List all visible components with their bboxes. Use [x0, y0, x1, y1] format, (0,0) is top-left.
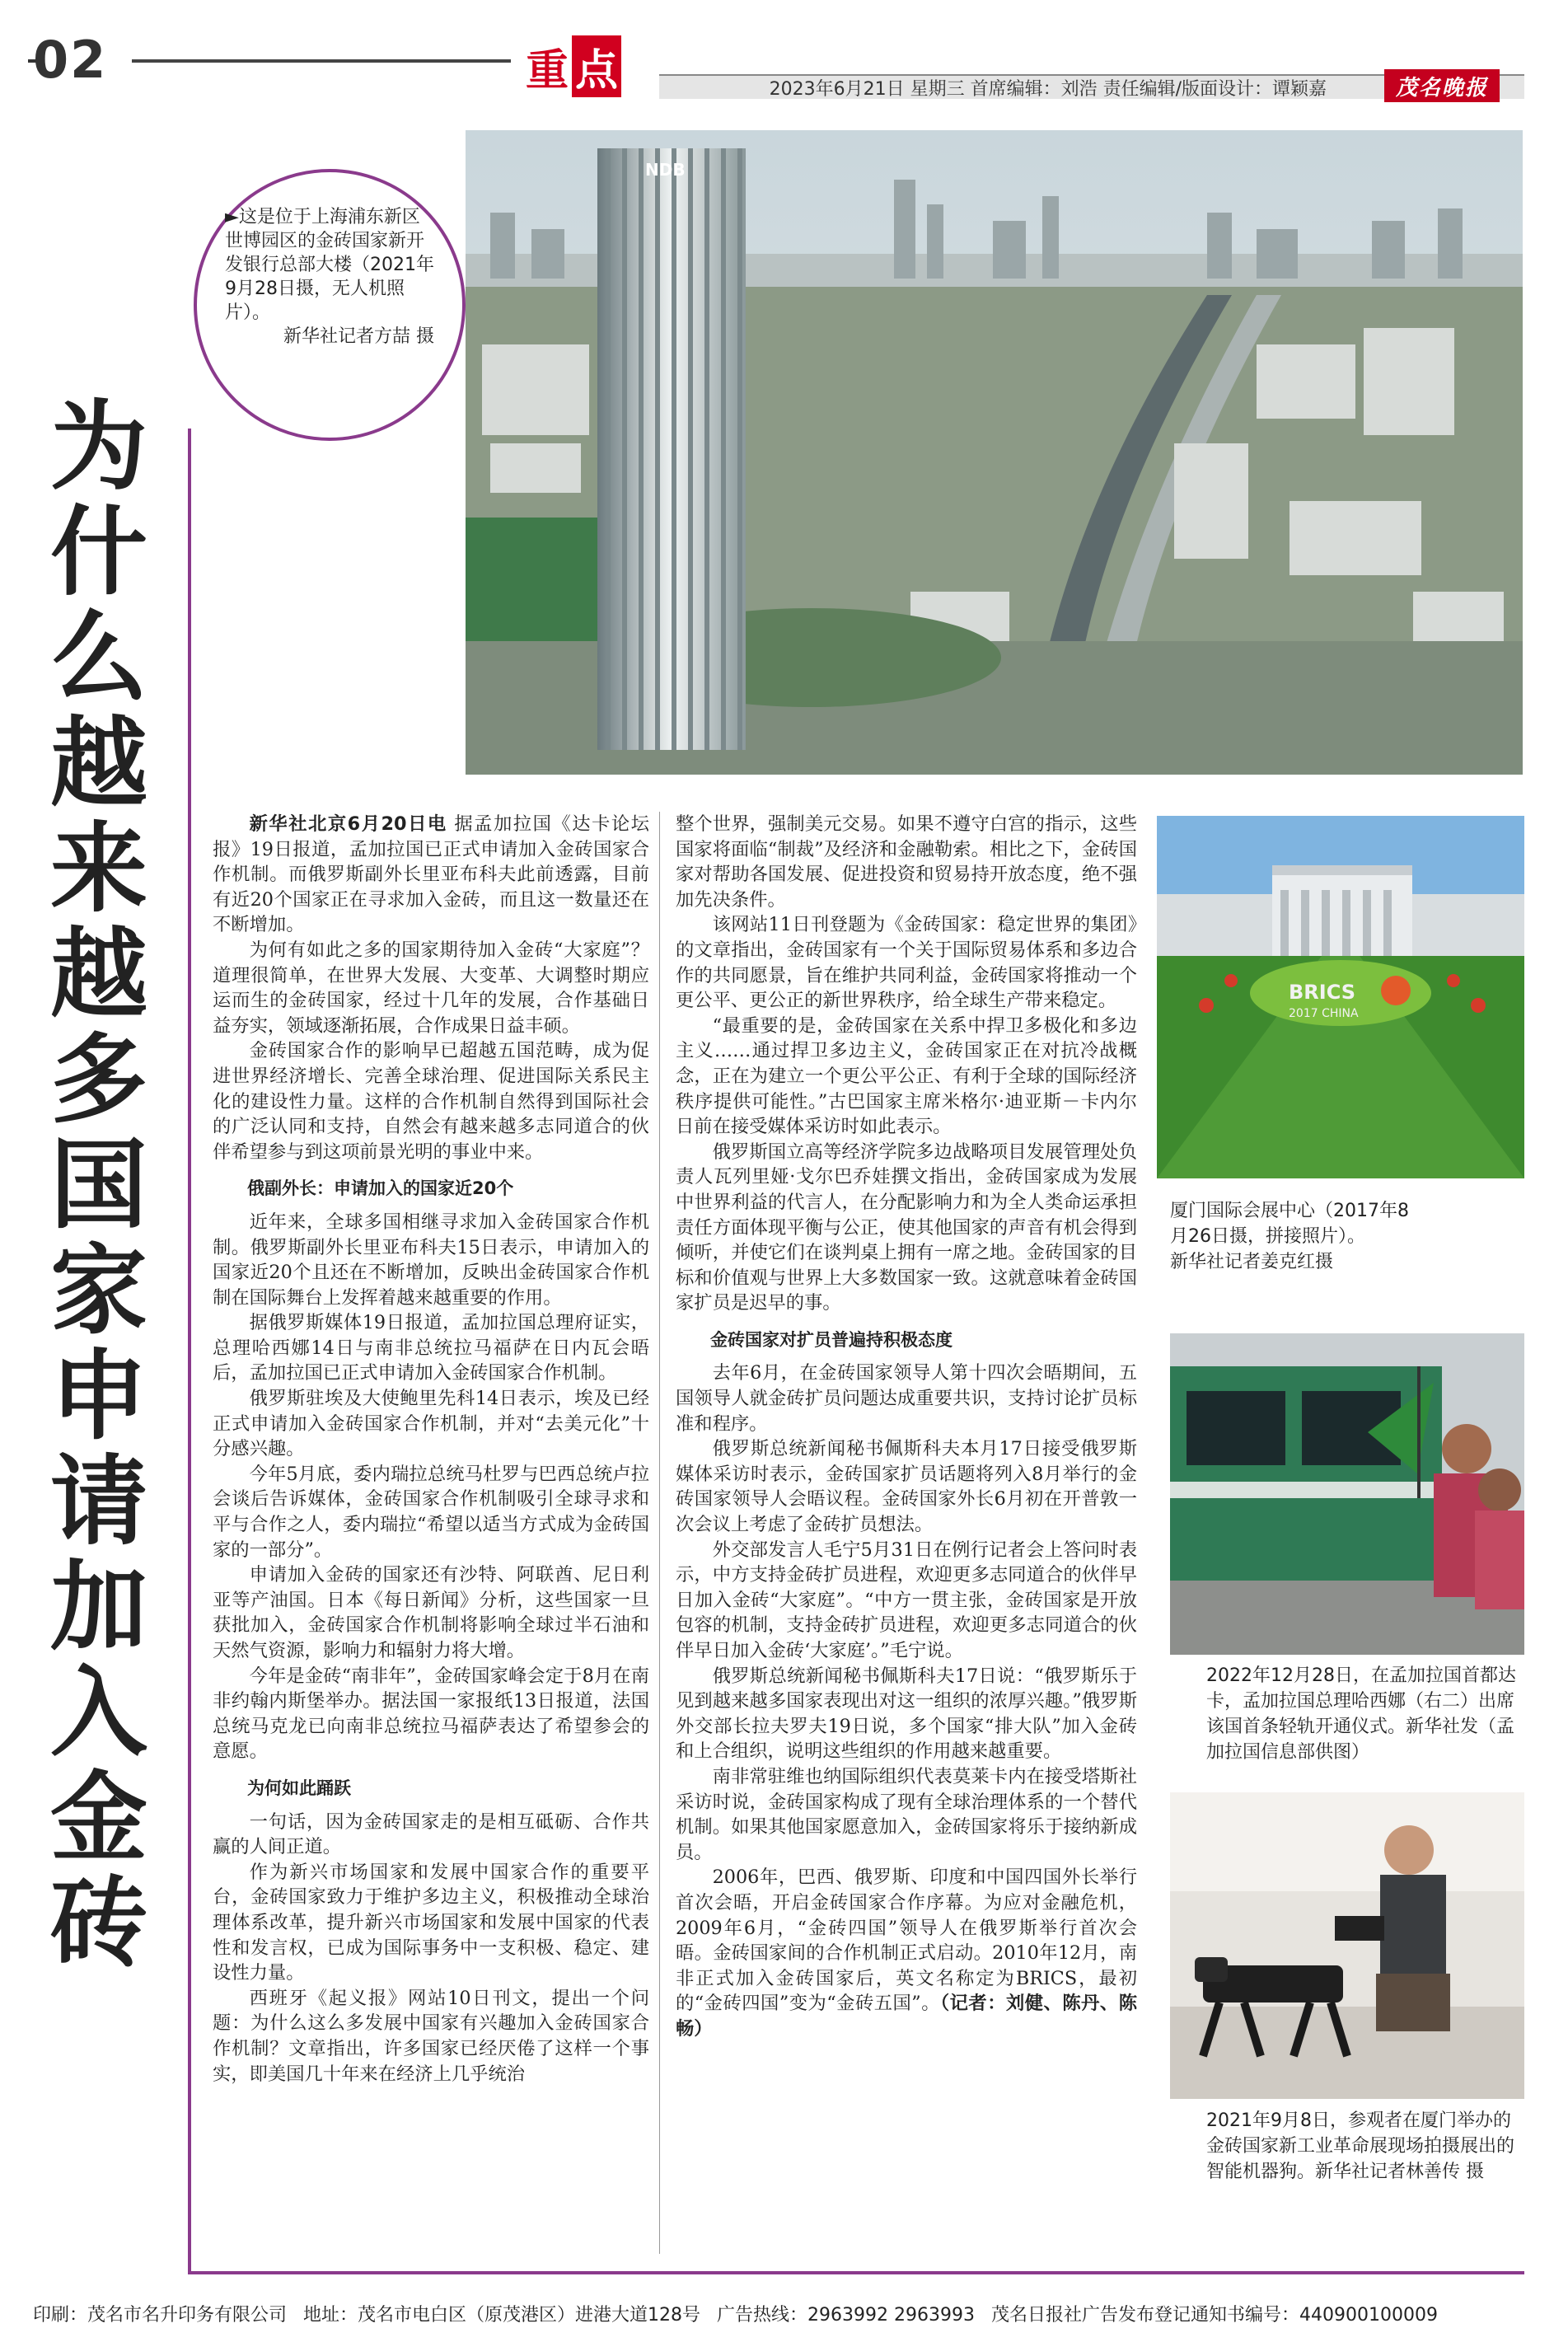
ndb-sign: NDB — [645, 160, 686, 180]
headline-char: 砖 — [49, 1867, 147, 1980]
headline-char: 申 — [49, 1339, 147, 1453]
headline-char: 家 — [49, 1234, 147, 1347]
caption-text: 厦门国际会展中心（2017年8月26日摄，拼接照片）。 — [1170, 1201, 1409, 1247]
frame-bottom-rule — [188, 2271, 1524, 2274]
headline-char: 国 — [49, 1128, 147, 1242]
article-paragraph: 南非常驻维也纳国际组织代表莫莱卡内在接受塔斯社采访时说，金砖国家构成了现有全球治理体系的一个替代机制。如果其他国家愿意加入，金砖国家将乐于接纳新成员。 — [676, 1765, 1137, 1863]
footer-printer: 印刷：茂名市名升印务有限公司 — [33, 2305, 288, 2326]
main-photo-illustration — [466, 130, 1523, 775]
article-paragraph: 西班牙《起义报》网站10日刊文，提出一个问题：为什么这么多发展中国家有兴趣加入金砖国家合作机制？文章指出，许多国家已经厌倦了这样一个事实，即美国几十年来在经济上几乎统治 — [213, 1987, 649, 2085]
article-paragraph — [676, 1865, 1137, 2041]
article-column-2 — [676, 812, 1137, 2042]
article-column-1 — [213, 812, 649, 2087]
brics-lawn-year: 2017 CHINA — [1289, 1007, 1359, 1020]
header-date-text: 2023年6月21日 星期三 首席编辑：刘浩 责任编辑/版面设计：谭颖嘉 — [769, 78, 1327, 100]
headline-char: 金 — [49, 1761, 147, 1875]
caption-credit: 新华社记者姜克红摄 — [1170, 1252, 1334, 1272]
main-caption-credit: 新华社记者方喆 摄 — [283, 326, 434, 347]
caption-dhaka — [1206, 1663, 1524, 1765]
caption-xiamen — [1170, 1198, 1417, 1275]
article-paragraph: 一句话，因为金砖国家走的是相互砥砺、合作共赢的人间正道。 — [213, 1810, 649, 1858]
caption-robot-dog — [1206, 2108, 1524, 2185]
dateline: 新华社北京6月20日电 — [249, 813, 447, 835]
section-tag-char1: 重 — [525, 45, 569, 96]
header-rule — [132, 59, 511, 63]
subheading: 为何如此踊跃 — [247, 1778, 351, 1798]
newspaper-logo: 茂名晚报 — [1384, 69, 1500, 102]
footer-license: 茂名日报社广告发布登记通知书编号：440900100009 — [990, 2305, 1438, 2326]
headline-char: 越 — [49, 706, 147, 820]
caption-text: 2022年12月28日，在孟加拉国首都达卡，孟加拉国总理哈西娜（右二）出席该国首条轻轨开通仪式。新华社发（孟加拉国信息部供图） — [1206, 1665, 1516, 1763]
article-paragraph: 据俄罗斯媒体19日报道，孟加拉国总理府证实，总理哈西娜14日与南非总统拉马福萨在日内瓦会晤后，孟加拉国已正式申请加入金砖国家合作机制。 — [213, 1312, 649, 1384]
article-paragraph: 俄罗斯驻埃及大使鲍里先科14日表示，埃及已经正式申请加入金砖国家合作机制，并对“去美元化”十分感兴趣。 — [213, 1388, 649, 1460]
article-paragraph: “最重要的是，金砖国家在关系中捍卫多极化和多边主义……通过捍卫多边主义，金砖国家正在对抗冷战概念，正在为建立一个更公平公正、有利于全球的国际经济秩序提供可能性。”古巴国家主席米格尔·迪亚斯－卡内尔日前在接受媒体采访时如此表示。 — [676, 1014, 1137, 1138]
article-paragraph: 作为新兴市场国家和发展中国家合作的重要平台，金砖国家致力于维护多边主义，积极推动全球治理体系改革，提升新兴市场国家和发展中国家的代表性和发言权，已成为国际事务中一支积极、稳定、建设性力量。 — [213, 1861, 649, 1984]
article-paragraph: 申请加入金砖的国家还有沙特、阿联酋、尼日利亚等产油国。日本《每日新闻》分析，这些国家一旦获批加入，金砖国家合作机制将影响全球过半石油和天然气资源，影响力和辐射力将大增。 — [213, 1564, 649, 1661]
headline — [41, 390, 157, 1980]
footer-hotline: 广告热线：2963992 2963993 — [717, 2305, 975, 2326]
main-caption-text: ►这是位于上海浦东新区世博园区的金砖国家新开发银行总部大楼（2021年9月28日摄，无人机照片）。 — [225, 207, 434, 323]
photo-robot-dog — [1170, 1792, 1524, 2099]
headline-char: 请 — [49, 1445, 147, 1558]
paragraph-text: 据孟加拉国《达卡论坛报》19日报道，孟加拉国已正式申请加入金砖国家合作机制。而俄罗斯副外长里亚布科夫此前透露，目前有近20个国家正在寻求加入金砖，而且这一数量还在不断增加。 — [213, 813, 649, 936]
article-paragraph: 俄罗斯总统新闻秘书佩斯科夫17日说：“俄罗斯乐于见到越来越多国家表现出对这一组织的浓厚兴趣。”俄罗斯外交部长拉夫罗夫19日说，多个国家“排大队”加入金砖和上合组织，说明这些组织的作用越来越重要。 — [676, 1665, 1137, 1763]
photo-robot-dog-illustration — [1170, 1792, 1524, 2099]
article-paragraph: 近年来，全球多国相继寻求加入金砖国家合作机制。俄罗斯副外长里亚布科夫15日表示，申请加入的国家近20个且还在不断增加，反映出金砖国家合作机制在国际舞台上发挥着越来越重要的作用。 — [213, 1211, 649, 1309]
article-paragraph: 该网站11日刊登题为《金砖国家：稳定世界的集团》的文章指出，金砖国家有一个关于国际贸易体系和多边合作的共同愿景，旨在维护共同利益，金砖国家将推动一个更公平、更公正的新世界秩序，给全球生产带来稳定。 — [676, 914, 1137, 1012]
headline-char: 入 — [49, 1656, 147, 1769]
photo-dhaka-illustration — [1170, 1333, 1524, 1655]
photo-xiamen-illustration — [1157, 816, 1524, 1178]
article-paragraph: 今年5月底，委内瑞拉总统马杜罗与巴西总统卢拉会谈后告诉媒体，金砖国家合作机制吸引全球寻求和平与合作之人，委内瑞拉“希望以适当方式成为金砖国家的一部分”。 — [213, 1463, 649, 1561]
article-paragraph: 今年是金砖“南非年”，金砖国家峰会定于8月在南非约翰内斯堡举办。据法国一家报纸13日报道，法国总统马克龙已向南非总统拉马福萨表达了希望参会的意愿。 — [213, 1665, 649, 1763]
article-paragraph — [213, 812, 649, 938]
subheading: 俄副外长：申请加入的国家近20个 — [247, 1178, 514, 1199]
column-divider — [659, 812, 660, 2254]
article-paragraph: 俄罗斯国立高等经济学院多边战略项目发展管理处负责人瓦列里娅·戈尔巴乔娃撰文指出，金砖国家成为发展中世界利益的代言人，在分配影响力和为全人类命运承担责任方面体现平衡与公正，使其他国家的声音有机会得到倾听，并使它们在谈判桌上拥有一席之地。金砖国家的目标和价值观与世界上大多数国家一致。这就意味着金砖国家扩员是迟早的事。 — [676, 1141, 1137, 1314]
section-tag — [521, 35, 626, 97]
article-paragraph: 俄罗斯总统新闻秘书佩斯科夫本月17日接受俄罗斯媒体采访时表示，金砖国家扩员话题将列入8月举行的金砖国家领导人会晤议程。金砖国家外长6月初在开普敦一次会议上考虑了金砖扩员想法。 — [676, 1438, 1137, 1536]
headline-char: 来 — [49, 812, 147, 925]
headline-char: 加 — [49, 1550, 147, 1664]
headline-char: 为 — [49, 390, 147, 504]
section-tag-char2: 点 — [572, 35, 621, 97]
photo-dhaka-metro-rail — [1170, 1333, 1524, 1655]
article-paragraph: 外交部发言人毛宁5月31日在例行记者会上答问时表示，中方支持金砖扩员进程，欢迎更多志同道合的伙伴早日加入金砖“大家庭”。“中方一贯主张，金砖国家是开放包容的机制，支持金砖扩员进程，欢迎更多志同道合的伙伴早日加入金砖‘大家庭’。”毛宁说。 — [676, 1539, 1137, 1661]
main-photo-caption — [194, 169, 466, 441]
byline: （记者：刘健、陈丹、陈畅） — [676, 1993, 1137, 2040]
paragraph-text: 2006年，巴西、俄罗斯、印度和中国四国外长举行首次会晤，开启金砖国家合作序幕。为应对金融危机，2009年6月，“金砖四国”领导人在俄罗斯举行首次会晤。金砖国家间的合作机制正式启动。2010年12月，南非正式加入金砖国家后，英文名称定为BRICS，最初的“金砖四国”变为“金砖五国”。 — [676, 1867, 1137, 2015]
brics-lawn-text: BRICS — [1289, 981, 1356, 1004]
main-photo-ndb-tower — [466, 130, 1523, 775]
article-paragraph: 为何有如此之多的国家期待加入金砖“大家庭”？道理很简单，在世界大发展、大变革、大调整时期应运而生的金砖国家，经过十几年的发展，合作基础日益夯实，领域逐渐拓展，合作成果日益丰硕。 — [213, 939, 649, 1037]
photo-xiamen-convention-center — [1157, 816, 1524, 1178]
article-paragraph: 去年6月，在金砖国家领导人第十四次会晤期间，五国领导人就金砖扩员问题达成重要共识，支持讨论扩员标准和程序。 — [676, 1362, 1137, 1435]
headline-char: 多 — [49, 1023, 147, 1136]
article-paragraph: 金砖国家合作的影响早已超越五国范畴，成为促进世界经济增长、完善全球治理、促进国际关系民主化的建设性力量。这样的合作机制自然得到国际社会的广泛认同和支持，自然会有越来越多志同道合的伙伴希望参与到这项前景光明的事业中来。 — [213, 1040, 649, 1163]
caption-text: 2021年9月8日，参观者在厦门举办的金砖国家新工业革命展现场拍摄展出的智能机器狗。新华社记者林善传 摄 — [1206, 2110, 1515, 2182]
page-number: 02 — [33, 30, 108, 90]
footer-address: 地址：茂名市电白区（原茂港区）进港大道128号 — [303, 2305, 701, 2326]
headline-char: 越 — [49, 917, 147, 1031]
article-paragraph: 整个世界，强制美元交易。如果不遵守白宫的指示，这些国家将面临“制裁”及经济和金融勒索。相比之下，金砖国家对帮助各国发展、促进投资和贸易持开放态度，绝不强加先决条件。 — [676, 813, 1137, 911]
headline-char: 么 — [49, 601, 147, 714]
frame-left-rule — [188, 429, 191, 2274]
headline-char: 什 — [49, 495, 147, 609]
subheading: 金砖国家对扩员普遍持积极态度 — [710, 1329, 953, 1350]
footer — [33, 2301, 1533, 2326]
